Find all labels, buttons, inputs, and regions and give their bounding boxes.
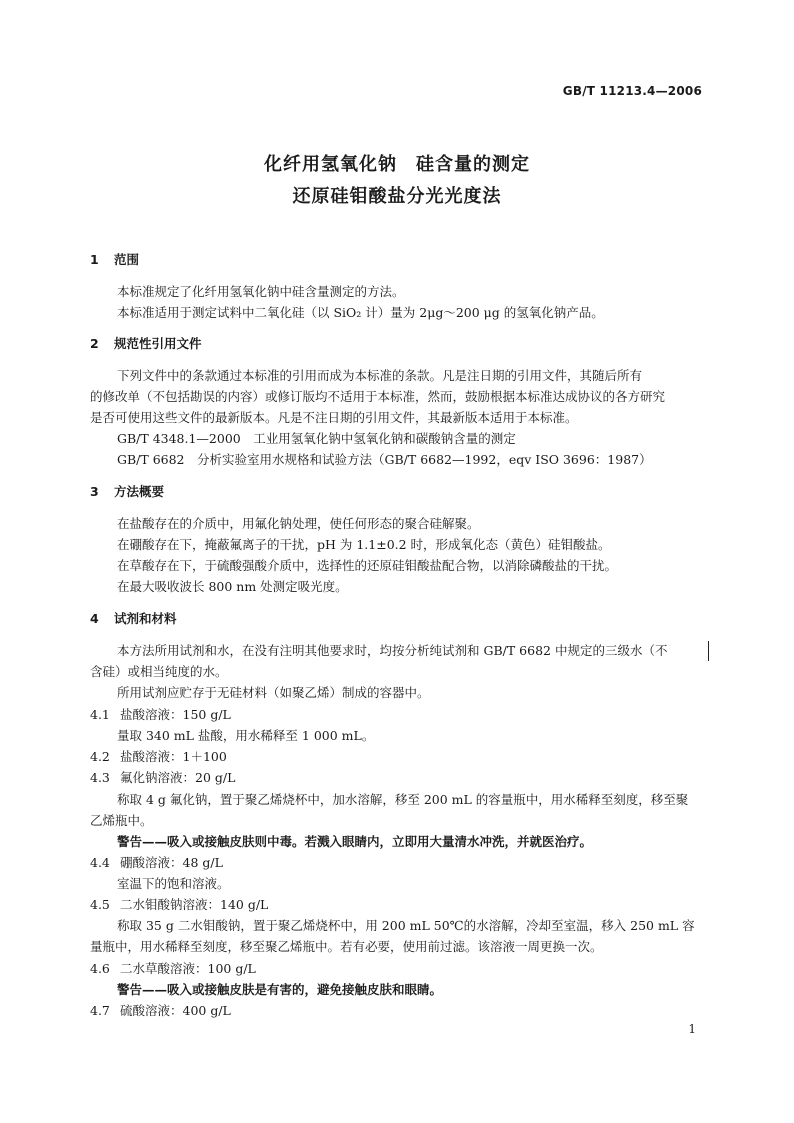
paragraph-line: 的修改单（不包括勘误的内容）或修订版均不适用于本标准，然而，鼓励根据本标准达成协议的各方研究 bbox=[90, 389, 666, 404]
subclause-label: 硫酸溶液：400 g/L bbox=[120, 1003, 231, 1018]
subclause-number: 4.1 bbox=[90, 707, 110, 722]
subclause-desc: 室温下的饱和溶液。 bbox=[117, 876, 230, 891]
section-3-heading bbox=[90, 484, 164, 500]
subclause-label: 二水钼酸钠溶液：140 g/L bbox=[120, 897, 269, 912]
section-title: 方法概要 bbox=[114, 484, 165, 499]
section-number: 1 bbox=[90, 252, 99, 267]
standard-number: GB/T 11213.4—2006 bbox=[562, 84, 702, 98]
section-title: 试剂和材料 bbox=[114, 611, 177, 626]
subclause-4-7 bbox=[90, 1003, 231, 1019]
paragraph: 在盐酸存在的介质中，用氟化钠处理，使任何形态的聚合硅解聚。 bbox=[117, 516, 480, 531]
subclause-number: 4.4 bbox=[90, 855, 110, 870]
revision-bar bbox=[708, 641, 709, 661]
subclause-number: 4.5 bbox=[90, 897, 110, 912]
paragraph-line: 是否可使用这些文件的最新版本。凡是不注日期的引用文件，其最新版本适用于本标准。 bbox=[90, 410, 578, 425]
reference-item: GB/T 6682 分析实验室用水规格和试验方法（GB/T 6682—1992，eqv ISO 3696：1987） bbox=[117, 452, 652, 467]
section-1-heading bbox=[90, 252, 139, 268]
subclause-4-3 bbox=[90, 770, 235, 786]
subclause-desc: 量取 340 mL 盐酸，用水稀释至 1 000 mL。 bbox=[117, 728, 375, 743]
subclause-label: 盐酸溶液：150 g/L bbox=[120, 707, 231, 722]
subclause-label: 氟化钠溶液：20 g/L bbox=[120, 770, 236, 785]
document-title-line2: 还原硅钼酸盐分光光度法 bbox=[292, 186, 502, 207]
section-number: 3 bbox=[90, 484, 99, 499]
section-title: 范围 bbox=[114, 252, 140, 267]
document-title-line1: 化纤用氢氧化钠 硅含量的测定 bbox=[264, 154, 530, 175]
subclause-4-2 bbox=[90, 749, 227, 765]
subclause-label: 盐酸溶液：1＋100 bbox=[120, 749, 227, 764]
subclause-4-5 bbox=[90, 897, 268, 913]
section-2-heading bbox=[90, 336, 202, 352]
warning-text: 警告——吸入或接触皮肤则中毒。若溅入眼睛内，立即用大量清水冲洗，并就医治疗。 bbox=[117, 834, 593, 849]
subclause-4-1 bbox=[90, 707, 231, 723]
subclause-desc-line: 称取 35 g 二水钼酸钠，置于聚乙烯烧杯中，用 200 mL 50℃的水溶解，冷却至室温，移入 250 mL 容 bbox=[117, 918, 695, 933]
subclause-number: 4.2 bbox=[90, 749, 110, 764]
subclause-label: 二水草酸溶液：100 g/L bbox=[120, 961, 256, 976]
paragraph: 本标准规定了化纤用氢氧化钠中硅含量测定的方法。 bbox=[117, 284, 405, 299]
paragraph: 在硼酸存在下，掩蔽氟离子的干扰，pH 为 1.1±0.2 时，形成氧化态（黄色）硅钼酸盐。 bbox=[117, 537, 611, 552]
paragraph: 在草酸存在下，于硫酸强酸介质中，选择性的还原硅钼酸盐配合物，以消除磷酸盐的干扰。 bbox=[117, 558, 618, 573]
section-number: 4 bbox=[90, 611, 99, 626]
section-number: 2 bbox=[90, 336, 99, 351]
paragraph: 在最大吸收波长 800 nm 处测定吸光度。 bbox=[117, 579, 348, 594]
subclause-label: 硼酸溶液：48 g/L bbox=[120, 855, 223, 870]
subclause-number: 4.6 bbox=[90, 961, 110, 976]
section-title: 规范性引用文件 bbox=[114, 336, 202, 351]
subclause-number: 4.3 bbox=[90, 770, 110, 785]
paragraph: 本标准适用于测定试料中二氧化硅（以 SiO₂ 计）量为 2μg～200 μg 的氢氧化钠产品。 bbox=[117, 305, 604, 320]
subclause-4-6 bbox=[90, 961, 256, 977]
section-4-heading bbox=[90, 611, 177, 627]
subclause-desc-line: 量瓶中，用水稀释至刻度，移至聚乙烯瓶中。若有必要，使用前过滤。该溶液一周更换一次。 bbox=[90, 939, 603, 954]
warning-text: 警告——吸入或接触皮肤是有害的，避免接触皮肤和眼睛。 bbox=[117, 982, 443, 997]
paragraph-line: 本方法所用试剂和水，在没有注明其他要求时，均按分析纯试剂和 GB/T 6682 中规定的三级水（不 bbox=[117, 643, 668, 658]
page-number: 1 bbox=[688, 1022, 696, 1036]
subclause-desc-line: 乙烯瓶中。 bbox=[90, 813, 153, 828]
paragraph-line: 下列文件中的条款通过本标准的引用而成为本标准的条款。凡是注日期的引用文件，其随后所有 bbox=[117, 368, 643, 383]
paragraph-line: 含硅）或相当纯度的水。 bbox=[90, 664, 228, 679]
subclause-number: 4.7 bbox=[90, 1003, 110, 1018]
subclause-desc-line: 称取 4 g 氟化钠，置于聚乙烯烧杯中，加水溶解，移至 200 mL 的容量瓶中，用水稀释至刻度，移至聚 bbox=[117, 792, 689, 807]
reference-item: GB/T 4348.1—2000 工业用氢氧化钠中氢氧化钠和碳酸钠含量的测定 bbox=[117, 431, 516, 446]
subclause-4-4 bbox=[90, 855, 223, 871]
paragraph: 所用试剂应贮存于无硅材料（如聚乙烯）制成的容器中。 bbox=[117, 685, 430, 700]
